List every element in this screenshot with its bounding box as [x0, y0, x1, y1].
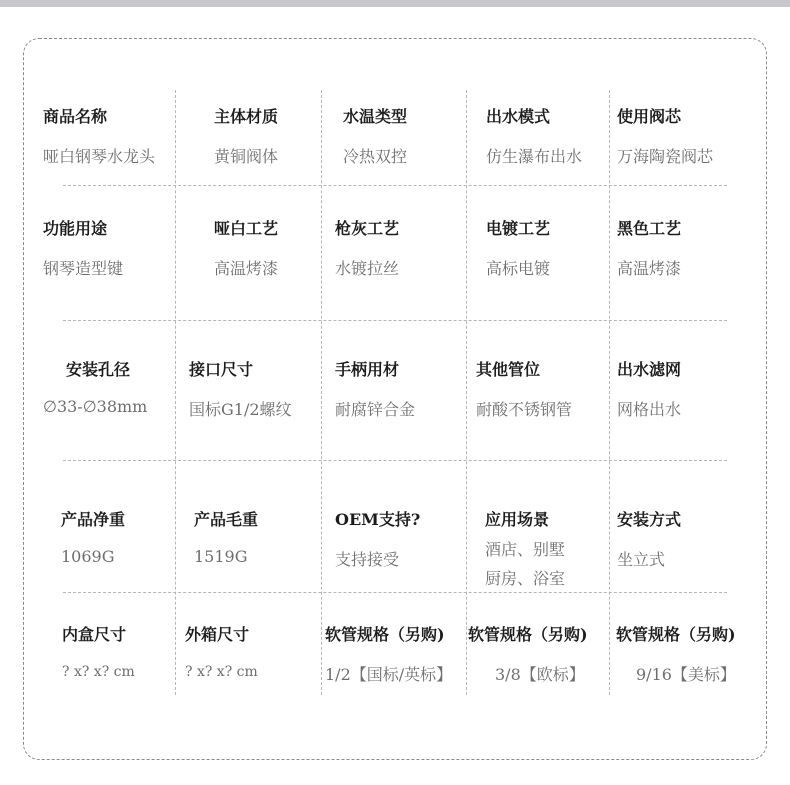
matte-white-process-value: 高温烤漆	[214, 259, 279, 278]
other-pipe-label: 其他管位	[476, 360, 541, 379]
install-method-value: 坐立式	[617, 550, 666, 569]
hose-spec-label-1: 软管规格（另购)	[325, 625, 445, 644]
gun-gray-process-label: 枪灰工艺	[335, 219, 400, 238]
outer-box-size-value: ? x? x? cm	[185, 664, 258, 680]
column-divider	[609, 90, 610, 695]
function-value: 钢琴造型键	[43, 259, 124, 278]
hose-spec-label-3: 软管规格（另购)	[616, 625, 736, 644]
application-label: 应用场景	[485, 510, 550, 529]
connector-size-label: 接口尺寸	[189, 360, 254, 379]
outer-box-size-label: 外箱尺寸	[185, 625, 250, 644]
handle-material-label: 手柄用材	[335, 360, 400, 379]
oem-support-label: OEM支持?	[335, 510, 421, 529]
valve-core-label: 使用阀芯	[617, 107, 682, 126]
function-label: 功能用途	[43, 219, 108, 238]
outflow-mode-label: 出水模式	[486, 107, 551, 126]
row-divider	[63, 460, 727, 461]
product-name-value: 哑白钢琴水龙头	[43, 147, 156, 166]
row-divider	[63, 320, 727, 321]
handle-material-value: 耐腐锌合金	[335, 400, 416, 419]
plating-process-value: 高标电镀	[486, 259, 551, 278]
gross-weight-value: 1519G	[194, 547, 248, 566]
mounting-hole-label: 安装孔径	[66, 360, 131, 379]
column-divider	[175, 90, 176, 695]
connector-size-value: 国标G1/2螺纹	[189, 400, 292, 419]
other-pipe-value: 耐酸不锈钢管	[476, 400, 573, 419]
hose-spec-label-2: 软管规格（另购)	[468, 625, 588, 644]
water-temp-label: 水温类型	[343, 107, 408, 126]
black-process-value: 高温烤漆	[617, 259, 682, 278]
application-value-line1: 酒店、别墅	[485, 540, 566, 559]
inner-box-size-label: 内盒尺寸	[62, 625, 127, 644]
oem-support-value: 支持接受	[335, 550, 400, 569]
black-process-label: 黑色工艺	[617, 219, 682, 238]
outlet-filter-label: 出水滤网	[617, 360, 682, 379]
plating-process-label: 电镀工艺	[486, 219, 551, 238]
outflow-mode-value: 仿生瀑布出水	[486, 147, 583, 166]
body-material-value: 黄铜阀体	[214, 147, 279, 166]
row-divider	[63, 592, 727, 593]
hose-spec-value-1: 1/2【国标/英标】	[325, 665, 453, 684]
net-weight-label: 产品净重	[61, 510, 126, 529]
gun-gray-process-value: 水镀拉丝	[335, 259, 400, 278]
column-divider	[321, 90, 322, 695]
mounting-hole-value: ∅33-∅38mm	[43, 397, 148, 416]
net-weight-value: 1069G	[61, 547, 115, 566]
outlet-filter-value: 网格出水	[617, 400, 682, 419]
hose-spec-value-2: 3/8【欧标】	[495, 665, 585, 684]
matte-white-process-label: 哑白工艺	[214, 219, 279, 238]
body-material-label: 主体材质	[214, 107, 279, 126]
application-value-line2: 厨房、浴室	[485, 569, 566, 588]
gross-weight-label: 产品毛重	[194, 510, 259, 529]
top-bar	[0, 0, 790, 7]
product-name-label: 商品名称	[43, 107, 108, 126]
hose-spec-value-3: 9/16【美标】	[636, 665, 736, 684]
inner-box-size-value: ? x? x? cm	[62, 664, 135, 680]
row-divider	[63, 185, 727, 186]
valve-core-value: 万海陶瓷阀芯	[617, 147, 714, 166]
install-method-label: 安装方式	[617, 510, 682, 529]
water-temp-value: 冷热双控	[343, 147, 408, 166]
column-divider	[466, 90, 467, 695]
